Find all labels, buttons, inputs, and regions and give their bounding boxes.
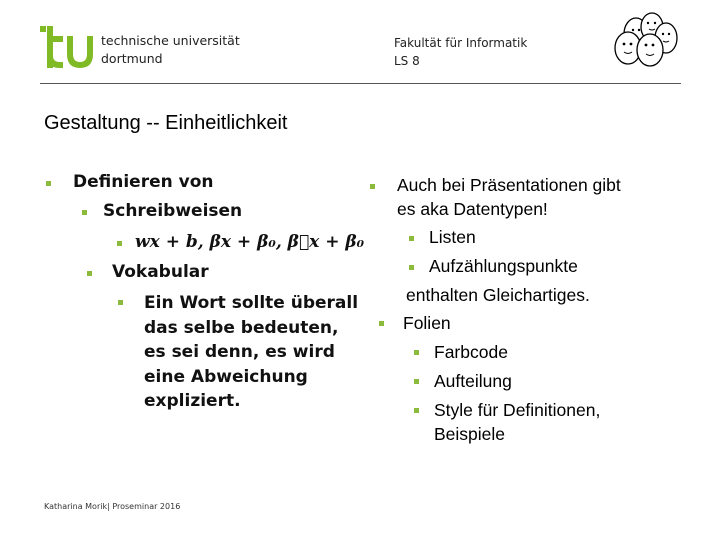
square-bullet-icon xyxy=(379,321,384,326)
eggs-illustration-icon xyxy=(612,10,682,70)
square-bullet-icon xyxy=(82,210,87,215)
formula-examples: wx + b, βx + β₀, β⃗x + β₀ xyxy=(135,232,365,252)
bullet-aufteilung: Aufteilung xyxy=(434,371,512,391)
bullet-listen: Listen xyxy=(429,227,476,247)
bullet-farbcode: Farbcode xyxy=(434,342,508,362)
aufzaehlungspunkte-continuation: enthalten Gleichartiges. xyxy=(406,285,590,305)
square-bullet-icon xyxy=(370,184,375,189)
square-bullet-icon xyxy=(409,265,414,270)
square-bullet-icon xyxy=(414,379,419,384)
bullet-aufzaehlungspunkte: Aufzählungspunkte xyxy=(429,256,578,276)
bullet-schreibweisen: Schreibweisen xyxy=(103,201,243,221)
bullet-praesentationen-line2: es aka Datentypen! xyxy=(397,199,548,219)
square-bullet-icon xyxy=(87,271,92,276)
square-bullet-icon xyxy=(118,300,123,305)
slide-title: Gestaltung -- Einheitlichkeit xyxy=(44,112,288,134)
square-bullet-icon xyxy=(409,236,414,241)
square-bullet-icon xyxy=(414,408,419,413)
bullet-style-line1: Style für Definitionen, xyxy=(434,400,601,420)
bullet-vokabular: Vokabular xyxy=(112,262,209,282)
university-line2: dortmund xyxy=(101,51,163,66)
faculty-label xyxy=(394,34,527,70)
university-name xyxy=(101,32,240,68)
bullet-folien: Folien xyxy=(403,313,451,333)
faculty-line1: Fakultät für Informatik xyxy=(394,36,528,50)
square-bullet-icon xyxy=(117,241,122,246)
footer-text: Katharina Morik| Proseminar 2016 xyxy=(44,502,181,511)
vokabular-description: Ein Wort sollte überall das selbe bedeuten, es sei denn, es wird eine Abweichung expliziert. xyxy=(144,293,359,411)
university-line1: technische universität xyxy=(101,33,240,48)
header-divider xyxy=(40,83,681,84)
bullet-praesentationen-line1: Auch bei Präsentationen gibt xyxy=(397,175,621,195)
square-bullet-icon xyxy=(414,350,419,355)
tu-logo-icon xyxy=(40,26,96,68)
bullet-style-line2: Beispiele xyxy=(434,424,506,444)
bullet-definieren: Definieren von xyxy=(73,172,214,192)
faculty-line2: LS 8 xyxy=(394,54,420,68)
square-bullet-icon xyxy=(46,181,51,186)
